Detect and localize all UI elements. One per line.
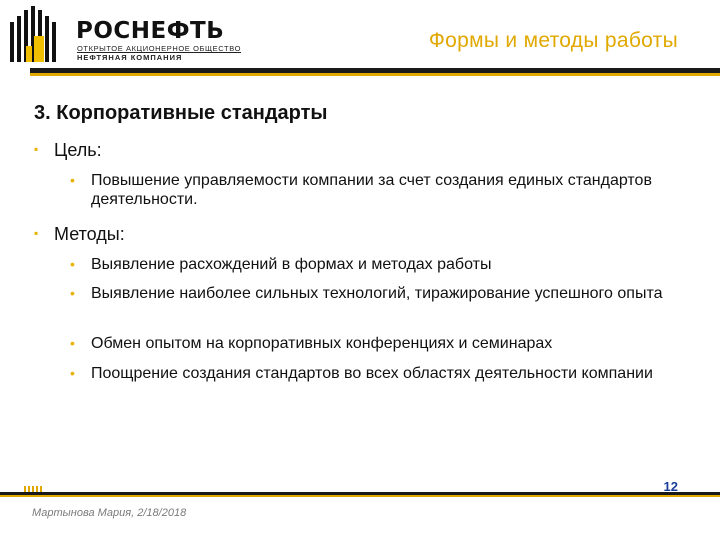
header-divider	[30, 68, 720, 80]
goal-label: Цель:	[54, 140, 102, 160]
list-item	[70, 171, 670, 209]
list-item	[70, 334, 670, 353]
bullet-icon: •	[70, 365, 75, 381]
company-subtitle-1: ОТКРЫТОЕ АКЦИОНЕРНОЕ ОБЩЕСТВО	[77, 44, 242, 53]
methods-label: Методы:	[54, 224, 125, 244]
list-item	[70, 284, 670, 303]
rosneft-logo-icon	[8, 6, 70, 62]
footer-author: Мартынова Мария, 2/18/2018	[32, 507, 187, 519]
method-item-text: Выявление наиболее сильных технологий, тиражирование успешного опыта	[91, 285, 663, 302]
section-title: 3. Корпоративные стандарты	[34, 102, 328, 124]
list-item	[70, 255, 670, 274]
method-item-text: Обмен опытом на корпоративных конференциях и семинарах	[91, 335, 553, 352]
company-name: РОСНЕФТЬ	[76, 18, 225, 44]
footer-divider	[0, 486, 720, 500]
bullet-icon: •	[70, 335, 75, 351]
bullet-icon: •	[70, 285, 75, 301]
slide-header-title: Формы и методы работы	[428, 29, 678, 52]
square-bullet-icon: ▪	[34, 142, 39, 156]
bullet-icon: •	[70, 172, 75, 188]
methods-heading	[34, 224, 125, 245]
list-item	[70, 364, 670, 383]
goal-heading	[34, 140, 102, 161]
method-item-text: Поощрение создания стандартов во всех областях деятельности компании	[91, 365, 653, 382]
company-subtitle-2: НЕФТЯНАЯ КОМПАНИЯ	[77, 53, 183, 62]
square-bullet-icon: ▪	[34, 226, 39, 240]
page-number: 12	[663, 479, 678, 494]
goal-item-text: Повышение управляемости компании за счет создания единых стандартов деятельности.	[91, 172, 652, 208]
bullet-icon: •	[70, 256, 75, 272]
method-item-text: Выявление расхождений в формах и методах работы	[91, 256, 492, 273]
